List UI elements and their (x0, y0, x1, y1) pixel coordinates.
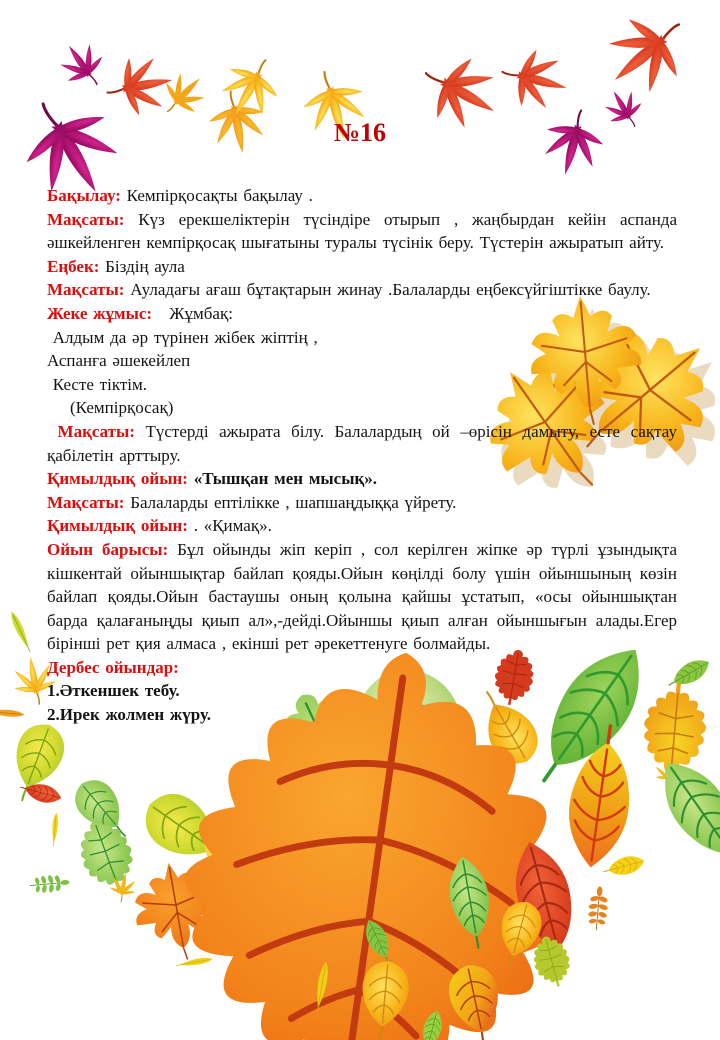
paragraph-text: 1.Әткеншек тебу. (47, 681, 180, 701)
paragraph (47, 184, 677, 208)
paragraph-label: Дербес ойындар: (47, 657, 179, 677)
paragraph-text: Балаларды ептілікке , шапшаңдыққа үйрету. (124, 492, 457, 512)
paragraph (47, 326, 677, 350)
maple-leaves-garland-icon (4, 0, 704, 215)
lesson-text (47, 184, 677, 727)
paragraph-text: (Кемпірқосақ) (47, 398, 174, 418)
paragraph (47, 302, 677, 326)
paragraph-text: Түстерді ажырата білу. Балалардың ой –өрісін дамыту, есте сақтау қабілетін арттыру. (47, 421, 677, 465)
paragraph-label: Еңбек: (47, 256, 100, 276)
paragraph (47, 514, 677, 538)
paragraph-text: Жұмбақ: (152, 303, 233, 323)
paragraph (47, 396, 677, 420)
paragraph-label: Қимылдық ойын: (47, 469, 188, 489)
paragraph-label: Мақсаты: (47, 280, 125, 300)
paragraph-text: 2.Ирек жолмен жүру. (47, 705, 212, 725)
paragraph (47, 208, 677, 255)
paragraph (47, 491, 677, 515)
paragraph-label: Мақсаты: (47, 492, 125, 512)
paragraph-text: Бұл ойынды жіп керіп , сол керілген жіпке әр түрлі ұзындықта кішкентай ойыншықтар байлап қояды.Ойын көңілді болу үшін ойыншының көзін байлап қояды.Ойын бастаушы оның қолына қайшы ұстатып, «осы ойыншықтан барда қалағаныңды қиып ал»,-дейді.Ойыншы қиып алған ойыншығын алады.Егер бірінші рет қия алмаса , екінші рет әрекеттенуге болмайды. (47, 539, 678, 654)
paragraph-label: Ойын барысы: (47, 539, 169, 559)
paragraph (47, 538, 677, 656)
paragraph-text: Кемпірқосақты бақылау . (120, 186, 313, 205)
paragraph (47, 373, 677, 397)
paragraph-text: Ауладағы ағаш бұтақтарын жинау .Балаларды еңбексүйгіштікке баулу. (124, 280, 651, 300)
paragraph-label: Қимылдық ойын: (47, 516, 188, 536)
paragraph-label: Мақсаты: (47, 421, 135, 441)
paragraph-text: Алдым да әр түрінен жібек жіптің , (47, 327, 318, 347)
paragraph (47, 703, 677, 727)
paragraph (47, 656, 677, 680)
paragraph (47, 278, 677, 302)
paragraph-text: Кесте тіктім. (47, 374, 148, 394)
paragraph-text: Аспанға әшекейлеп (47, 351, 191, 371)
page-title: №16 (333, 118, 387, 147)
paragraph-text: Біздің аула (99, 256, 185, 276)
paragraph (47, 349, 677, 373)
paragraph (47, 420, 677, 467)
paragraph-text: Күз ерекшеліктерін түсіндіре отырып , жаңбырдан кейін аспанда әшкейленген кемпірқосақ шығатыны туралы түсінік беру. Түстерін ажыратып айту. (47, 209, 677, 253)
paragraph-label: Жеке жұмыс: (47, 303, 153, 323)
paragraph (47, 255, 677, 279)
paragraph-label: Бақылау: (47, 186, 121, 205)
paragraph (47, 467, 677, 491)
paragraph-text: «Тышқан мен мысық». (187, 469, 378, 489)
paragraph (47, 679, 677, 703)
paragraph-label: Мақсаты: (47, 209, 125, 229)
paragraph-text: . «Қимақ». (187, 516, 272, 536)
